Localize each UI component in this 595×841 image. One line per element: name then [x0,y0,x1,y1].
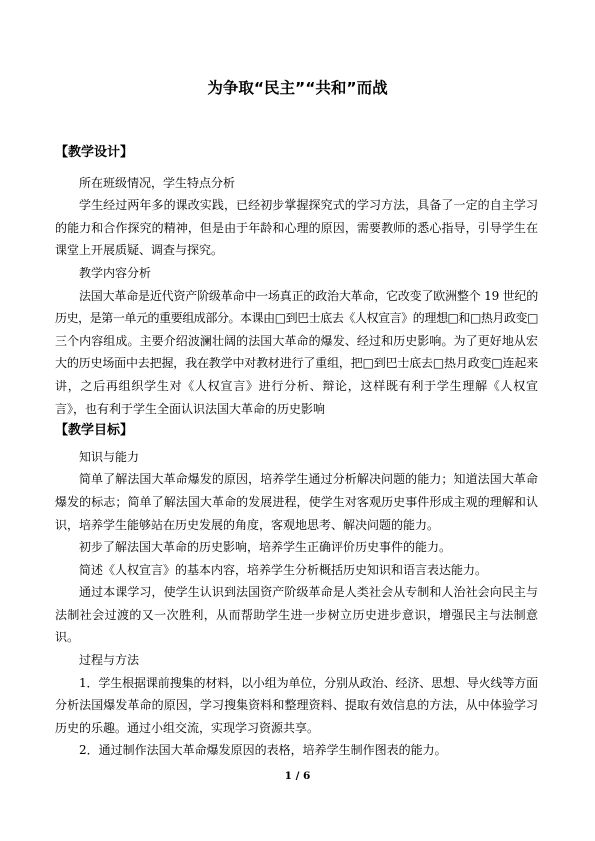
paragraph [55,649,538,672]
paragraph [55,468,538,536]
text-line: 简单了解法国大革命爆发的原因，培养学生通过分析解决问题的能力；知道法国大革命 [79,472,538,487]
text-line: 爆发的标志；简单了解法国大革命的发展进程，使学生对客观历史事件形成主观的理解和认 [55,494,538,509]
text-line: 言》，也有利于学生全面认识法国大革命的历史影响 [55,401,326,416]
paragraph [55,446,538,469]
text-line: 识，培养学生能够站在历史发展的角度，客观地思考、解决问题的能力。 [55,517,440,532]
section-heading: 【教学目标】 [55,423,134,439]
text-line: 教学内容分析 [79,265,152,280]
text-line: 三个内容组成。主要介绍波澜壮阔的法国大革命的爆发、经过和历史影响。为了更好地从宏 [55,333,538,348]
text-line: 通过本课学习，使学生认识到法国资产阶级革命是人类社会从专制和人治社会向民主与 [79,585,538,600]
paragraph [55,581,538,649]
text-line: 分析法国爆发革命的原因，学习搜集资料和整理资料、提取有效信息的方法，从中体验学习 [55,698,538,713]
paragraph [55,262,538,285]
text-line: 法制社会过渡的又一次胜利，从而帮助学生进一步树立历史进步意识，增强民主与法制意 [55,607,538,622]
paragraph [55,285,538,421]
text-line: 法国大革命是近代资产阶级革命中一场真正的政治大革命，它改变了欧洲整个 19 世纪的 [79,288,538,303]
paragraph [55,172,538,195]
text-line: 大的历史场面中去把握，我在教学中对教材进行了重组，把□到巴士底去□热月政变□连起来 [55,356,538,371]
paragraph [55,739,538,762]
page-number: 1 / 6 [284,770,311,782]
text-line: 简述《人权宣言》的基本内容，培养学生分析概括历史知识和语言表达能力。 [79,562,488,577]
paragraph [55,559,538,582]
document-body [55,142,538,762]
paragraph [55,194,538,262]
text-line: 1．学生根据课前搜集的材料，以小组为单位，分别从政治、经济、思想、导火线等方面 [79,675,538,690]
text-line: 学生经过两年多的课改实践，已经初步掌握探究式的学习方法，具备了一定的自主学习 [79,198,538,213]
teaching-design-section [55,142,538,420]
section-heading: 【教学设计】 [55,145,134,160]
text-line: 课堂上开展质疑、调查与探究。 [55,243,224,258]
text-line: 历史，是第一单元的重要组成部分。本课由□到巴士底去《人权宣言》的理想□和□热月政变□ [55,311,538,326]
text-line: 过程与方法 [79,653,140,668]
text-line: 识。 [55,630,80,645]
text-line: 2．通过制作法国大革命爆发原因的表格，培养学生制作图表的能力。 [79,743,447,758]
document-title: 为争取“民主”“共和”而战 [207,79,388,97]
text-line: 的能力和合作探究的精神，但是由于年龄和心理的原因，需要教师的悉心指导，引导学生在 [55,220,538,235]
text-line: 初步了解法国大革命的历史影响，培养学生正确评价历史事件的能力。 [79,540,452,555]
text-line: 历史的乐趣。通过小组交流，实现学习资源共享。 [55,720,320,735]
teaching-objectives-section [55,420,538,762]
text-line: 知识与能力 [79,449,140,464]
paragraph [55,536,538,559]
text-line: 讲，之后再组织学生对《人权宣言》进行分析、辩论，这样既有利于学生理解《人权宣 [55,378,538,393]
paragraph [55,672,538,740]
text-line: 所在班级情况，学生特点分析 [79,175,236,190]
